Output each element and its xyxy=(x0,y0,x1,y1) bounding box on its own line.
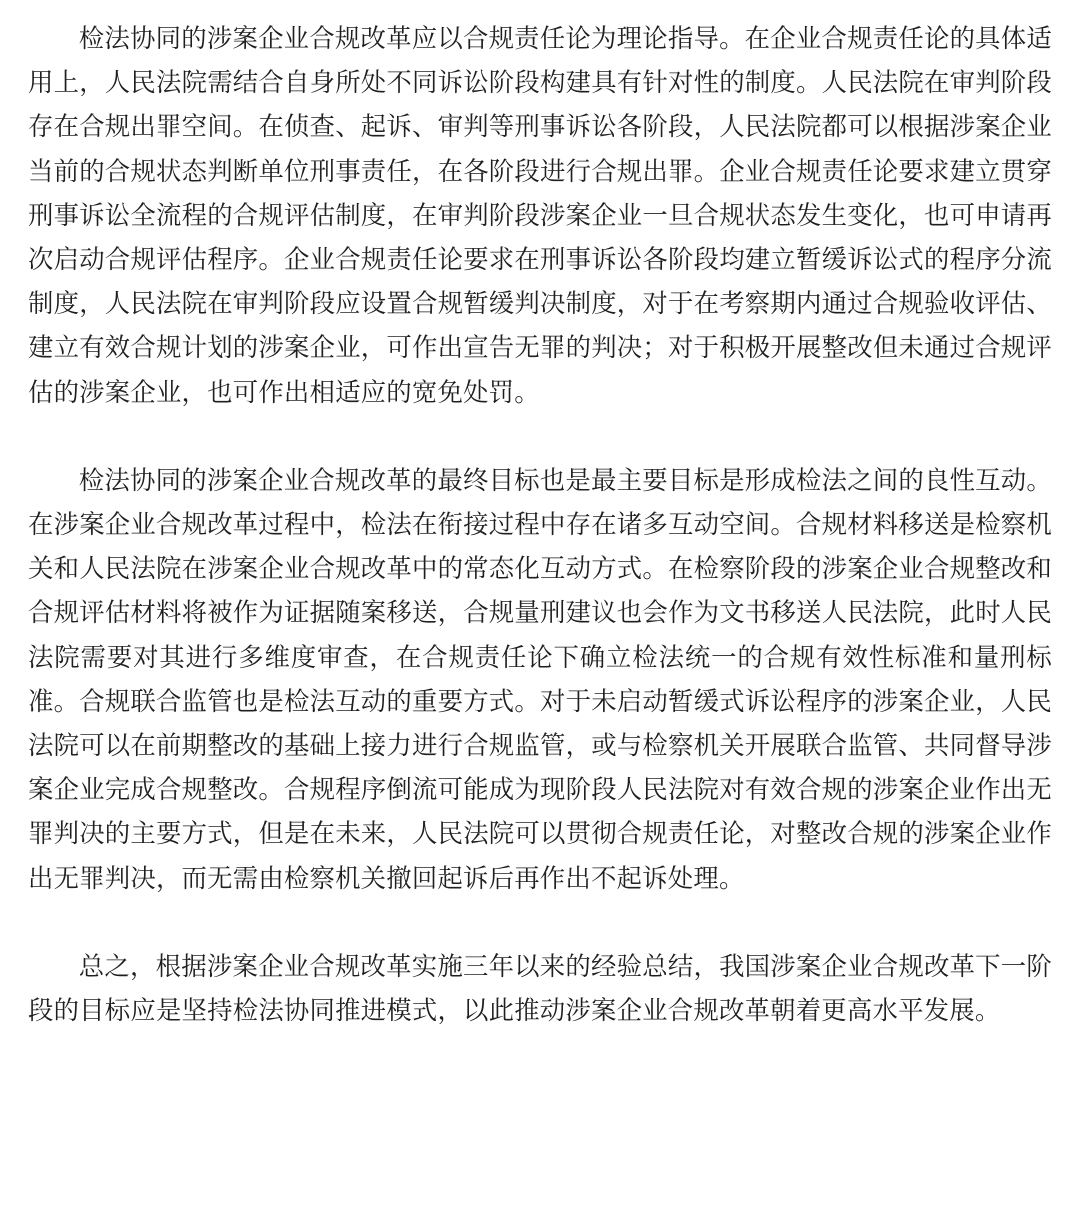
paragraph-theory-guidance: 检法协同的涉案企业合规改革应以合规责任论为理论指导。在企业合规责任论的具体适用上，人民法院需结合自身所处不同诉讼阶段构建具有针对性的制度。人民法院在审判阶段存在合规出罪空间。在侦查、起诉、审判等刑事诉讼各阶段，人民法院都可以根据涉案企业当前的合规状态判断单位刑事责任，在各阶段进行合规出罪。企业合规责任论要求建立贯穿刑事诉讼全流程的合规评估制度，在审判阶段涉案企业一旦合规状态发生变化，也可申请再次启动合规评估程序。企业合规责任论要求在刑事诉讼各阶段均建立暂缓诉讼式的程序分流制度，人民法院在审判阶段应设置合规暂缓判决制度，对于在考察期内通过合规验收评估、建立有效合规计划的涉案企业，可作出宣告无罪的判决；对于积极开展整改但未通过合规评估的涉案企业，也可作出相适应的宽免处罚。 xyxy=(28,23,1052,407)
paragraph-interaction: 检法协同的涉案企业合规改革的最终目标也是最主要目标是形成检法之间的良性互动。在涉案企业合规改革过程中，检法在衔接过程中存在诸多互动空间。合规材料移送是检察机关和人民法院在涉案企业合规改革中的常态化互动方式。在检察阶段的涉案企业合规整改和合规评估材料将被作为证据随案移送，合规量刑建议也会作为文书移送人民法院，此时人民法院需要对其进行多维度审查，在合规责任论下确立检法统一的合规有效性标准和量刑标准。合规联合监管也是检法互动的重要方式。对于未启动暂缓式诉讼程序的涉案企业，人民法院可以在前期整改的基础上接力进行合规监管，或与检察机关开展联合监管、共同督导涉案企业完成合规整改。合规程序倒流可能成为现阶段人民法院对有效合规的涉案企业作出无罪判决的主要方式，但是在未来，人民法院可以贯彻合规责任论，对整改合规的涉案企业作出无罪判决，而无需由检察机关撤回起诉后再作出不起诉处理。 xyxy=(28,464,1052,893)
paragraph-conclusion: 总之，根据涉案企业合规改革实施三年以来的经验总结，我国涉案企业合规改革下一阶段的目标应是坚持检法协同推进模式，以此推动涉案企业合规改革朝着更高水平发展。 xyxy=(28,950,1052,1026)
article-body xyxy=(28,16,1052,1032)
